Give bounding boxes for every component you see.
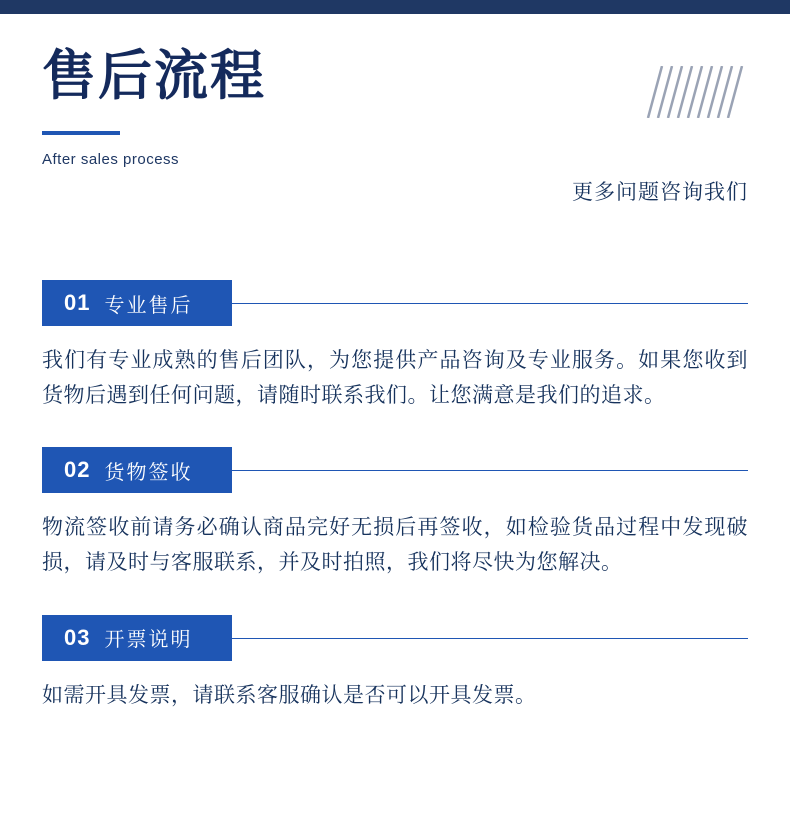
section-tag <box>42 447 232 493</box>
page-title: 售后流程 <box>42 46 266 106</box>
process-sections <box>42 280 748 747</box>
section-header <box>42 447 748 493</box>
section-name: 专业售后 <box>104 294 193 317</box>
consult-text: 更多问题咨询我们 <box>572 181 748 204</box>
page-subtitle: After sales process <box>42 150 180 168</box>
section-body: 如需开具发票，请联系客服确认是否可以开具发票。 <box>42 683 537 707</box>
section-name: 开票说明 <box>104 629 193 652</box>
section-name: 货物签收 <box>104 461 193 484</box>
section-tag <box>42 615 232 661</box>
section-body: 物流签收前请务必确认商品完好无损后再签收，如检验货品过程中发现破损，请及时与客服联系，并及时拍照，我们将尽快为您解决。 <box>42 516 748 574</box>
title-underline <box>42 131 120 135</box>
section-number: 01 <box>64 290 91 315</box>
section-number: 02 <box>64 457 91 483</box>
top-accent-bar <box>0 0 790 14</box>
process-section <box>42 280 748 413</box>
section-header <box>42 615 748 661</box>
process-section <box>42 615 748 714</box>
diagonal-hatch-lines-icon <box>640 66 748 118</box>
section-body: 我们有专业成熟的售后团队，为您提供产品咨询及专业服务。如果您收到货物后遇到任何问题，请随时联系我们。让您满意是我们的追求。 <box>42 349 748 407</box>
process-section <box>42 447 748 580</box>
section-number: 03 <box>64 624 91 650</box>
section-tag <box>42 280 232 326</box>
section-header <box>42 280 748 326</box>
